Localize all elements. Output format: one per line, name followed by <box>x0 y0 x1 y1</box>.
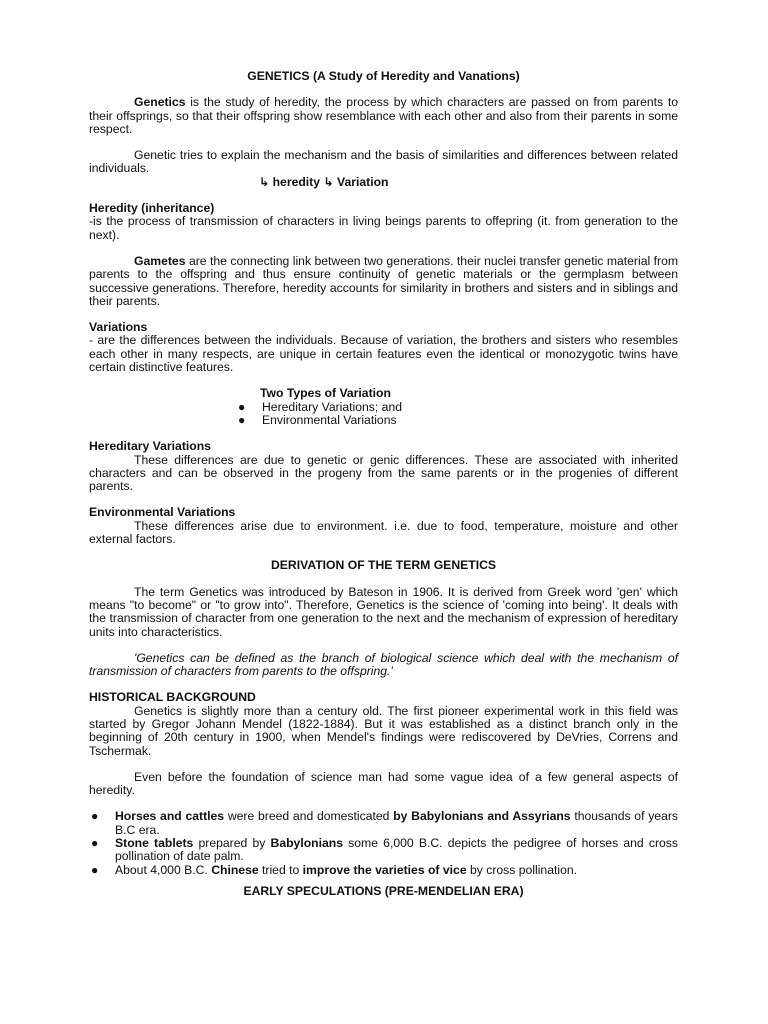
term-gametes: Gametes <box>134 253 186 268</box>
environmental-variations-heading: Environmental Variations <box>89 505 236 520</box>
list-item: ● About 4,000 B.C. Chinese tried to improve the varieties of vice by cross pollination. <box>91 862 578 877</box>
variation-types-block <box>236 387 678 427</box>
environmental-variations-text: These differences arise due to environment. i.e. due to food, temperature, moisture and other external factors. <box>89 518 678 547</box>
variations-heading: Variations <box>89 320 148 335</box>
term-genetics: Genetics <box>134 95 186 110</box>
document-title: GENETICS (A Study of Heredity and Vanations) <box>247 69 520 83</box>
variations-definition: - are the differences between the individuals. Because of variation, the brothers and sisters who resembles each other in many respects, are unique in certain features even the identical or monozygotic twins have certain distinctive features. <box>89 333 678 375</box>
early-speculations-heading: EARLY SPECULATIONS (PRE-MENDELIAN ERA) <box>243 883 524 898</box>
derivation-heading: DERIVATION OF THE TERM GENETICS <box>270 558 497 573</box>
derivation-paragraph: The term Genetics was introduced by Bateson in 1906. It is derived from Greek word 'gen' which means "to become" or "to grow into". Therefore, Genetics is the science of 'coming into being'. It deals with the transmission of character from one generation to the next and the mechanism of expression of hereditary units into characteristics. <box>89 584 678 639</box>
history-paragraph: Genetics is slightly more than a century old. The first pioneer experimental work in this field was started by Gregor Johann Mendel (1822-1884). But it was established as a distinct branch only in the beginning of 20th century in 1900, when Mendel's findings were rediscovered by DeVries, Correns and Tschermak. <box>89 703 678 758</box>
heredity-definition: -is the process of transmission of characters in living beings parents to offepring (it. from generation to the next). <box>89 214 678 242</box>
hereditary-variations-text: These differences are due to genetic or genic differences. These are associated with inherited characters and can be observed in the progeny from the same parents or in the progenies of different parents. <box>89 452 678 494</box>
vague-idea-paragraph: Even before the foundation of science man had some vague idea of a few general aspects of heredity. <box>89 769 678 798</box>
hereditary-variations-heading: Hereditary Variations <box>89 439 211 454</box>
bullet-icon: ● <box>91 836 99 851</box>
variation-types-heading: Two Types of Variation <box>260 386 391 401</box>
intro-text: is the study of heredity, the process by which characters are passed on from parents to their offsprings, so that their offspring show resemblance with each other and also from their parents in some respect. <box>89 95 678 136</box>
heredity-variation-arrows: ↳ heredity ↳ Variation <box>259 174 389 189</box>
list-item: ● Environmental Variations <box>238 412 397 427</box>
bullet-icon: ● <box>91 809 99 824</box>
document-page <box>89 70 678 898</box>
bullet-icon: ● <box>91 862 99 877</box>
genetics-definition-quote: 'Genetics can be defined as the branch of biological science which deal with the mechanism of transmission of characters from parents to the offspring.' <box>89 650 678 679</box>
heredity-heading: Heredity (inheritance) <box>89 201 215 216</box>
variation-types-list <box>236 401 678 428</box>
genetic-explanation-paragraph: Genetic tries to explain the mechanism and the basis of similarities and differences between related individuals. <box>89 148 678 176</box>
intro-paragraph <box>89 96 678 136</box>
gametes-text: are the connecting link between two generations. their nuclei transfer genetic material from parents to the offspring and thus ensure continuity of genetic materials or the germplasm between successive generations. Therefore, heredity accounts for similarity in brothers and sisters and in siblings and their parents. <box>89 253 678 308</box>
list-item: ● Hereditary Variations; and <box>238 399 403 414</box>
history-list <box>89 810 678 876</box>
gametes-paragraph <box>89 255 678 308</box>
list-item: ● Horses and cattles were breed and domesticated by Babylonians and Assyrians thousands of years B.C era. <box>91 809 679 837</box>
bullet-icon: ● <box>238 399 246 414</box>
list-item: ● Stone tablets prepared by Babylonians some 6,000 B.C. depicts the pedigree of horses and cross pollination of date palm. <box>91 836 678 864</box>
historical-background-heading: HISTORICAL BACKGROUND <box>89 690 256 705</box>
bullet-icon: ● <box>238 412 246 427</box>
